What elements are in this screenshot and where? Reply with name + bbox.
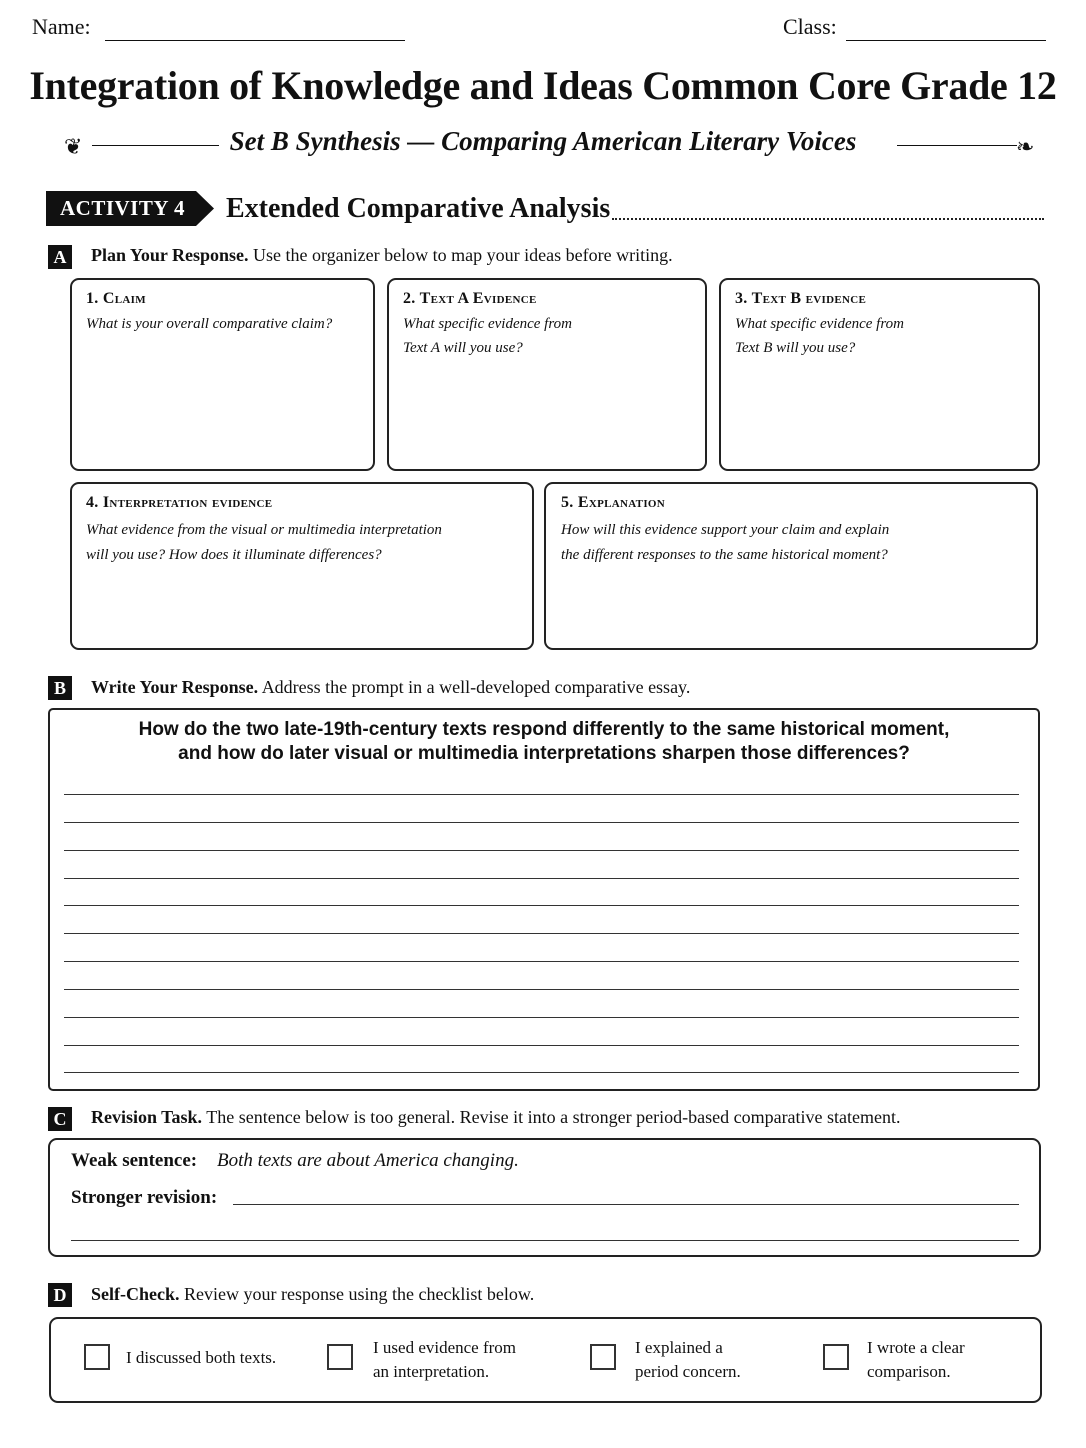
box-desc: How will this evidence support your claim and explain xyxy=(561,522,890,538)
essay-prompt xyxy=(48,718,1040,766)
activity-badge-label: ACTIVITY 4 xyxy=(60,196,185,220)
section-a-heading: Plan Your Response. xyxy=(91,245,249,265)
box-title: 4. Interpretation evidence xyxy=(86,494,273,511)
essay-writing-line[interactable] xyxy=(64,794,1019,795)
checkbox-label-line2: comparison. xyxy=(867,1362,951,1381)
page-subtitle: Set B Synthesis — Comparing American Literary Voices xyxy=(229,126,857,156)
name-field[interactable] xyxy=(105,40,405,41)
section-a-text: Use the organizer below to map your ideas before writing. xyxy=(253,245,673,265)
checkbox-both-texts[interactable] xyxy=(84,1344,110,1370)
organizer-box-explanation[interactable] xyxy=(544,482,1038,650)
class-field[interactable] xyxy=(846,40,1046,41)
essay-writing-line[interactable] xyxy=(64,850,1019,851)
weak-sentence-text: Both texts are about America changing. xyxy=(217,1150,519,1171)
section-d-letter: D xyxy=(48,1283,72,1307)
section-a-instruction xyxy=(91,245,673,266)
checkbox-label xyxy=(867,1336,965,1384)
revision-writing-line[interactable] xyxy=(71,1240,1019,1241)
checkbox-label-line1: I wrote a clear xyxy=(867,1338,965,1357)
section-c-instruction xyxy=(91,1107,901,1128)
box-desc: What evidence from the visual or multimedia interpretation xyxy=(86,522,442,538)
revision-writing-line[interactable] xyxy=(233,1204,1019,1205)
section-b-heading: Write Your Response. xyxy=(91,677,259,697)
activity-title: Extended Comparative Analysis xyxy=(226,193,611,224)
section-d-text: Review your response using the checklist below. xyxy=(184,1284,535,1304)
checkbox-clear-comparison[interactable] xyxy=(823,1344,849,1370)
checkbox-label xyxy=(635,1336,741,1384)
box-title: 3. Text B evidence xyxy=(735,290,867,307)
ornament-left-icon: ❦ xyxy=(64,134,83,159)
section-b-instruction xyxy=(91,677,690,698)
box-desc: What is your overall comparative claim? xyxy=(86,316,333,332)
activity-badge xyxy=(46,191,214,226)
essay-writing-line[interactable] xyxy=(64,822,1019,823)
checkbox-label-line1: I explained a xyxy=(635,1338,723,1357)
essay-prompt-line1: How do the two late-19th-century texts respond differently to the same historical moment, xyxy=(138,719,950,740)
section-b-letter: B xyxy=(48,676,72,700)
checkbox-label-line2: period concern. xyxy=(635,1362,741,1381)
checkbox-label-line1: I used evidence from xyxy=(373,1338,517,1357)
essay-writing-line[interactable] xyxy=(64,1017,1019,1018)
checkbox-interpretation-evidence[interactable] xyxy=(327,1344,353,1370)
section-d-heading: Self-Check. xyxy=(91,1284,180,1304)
box-desc: the different responses to the same historical moment? xyxy=(561,547,888,563)
checkbox-label xyxy=(126,1346,276,1370)
organizer-box-claim[interactable] xyxy=(70,278,375,471)
box-title: 2. Text A Evidence xyxy=(403,290,537,307)
name-label: Name: xyxy=(32,14,91,39)
essay-prompt-line2: and how do later visual or multimedia interpretations sharpen those differences? xyxy=(178,743,910,764)
box-desc: What specific evidence from xyxy=(403,316,572,332)
essay-writing-line[interactable] xyxy=(64,878,1019,879)
essay-writing-line[interactable] xyxy=(64,933,1019,934)
organizer-box-text-a[interactable] xyxy=(387,278,707,471)
class-label: Class: xyxy=(783,14,837,39)
section-c-text: The sentence below is too general. Revise it into a stronger period-based comparative statement. xyxy=(206,1107,901,1127)
essay-writing-line[interactable] xyxy=(64,961,1019,962)
box-desc: Text B will you use? xyxy=(735,340,856,356)
stronger-revision-label: Stronger revision: xyxy=(71,1187,218,1208)
section-d-instruction xyxy=(91,1284,534,1305)
section-c-heading: Revision Task. xyxy=(91,1107,203,1127)
weak-sentence-label: Weak sentence: xyxy=(71,1150,198,1171)
section-c-letter: C xyxy=(48,1107,72,1131)
essay-writing-line[interactable] xyxy=(64,1045,1019,1046)
checkbox-period-concern[interactable] xyxy=(590,1344,616,1370)
box-desc: What specific evidence from xyxy=(735,316,904,332)
essay-writing-line[interactable] xyxy=(64,1072,1019,1073)
subtitle-rule-right xyxy=(897,145,1017,146)
box-title: 1. Claim xyxy=(86,290,146,307)
box-desc: will you use? How does it illuminate differences? xyxy=(86,547,382,563)
box-desc: Text A will you use? xyxy=(403,340,523,356)
checkbox-label-line1: I discussed both texts. xyxy=(126,1348,277,1367)
organizer-box-text-b[interactable] xyxy=(719,278,1040,471)
essay-writing-line[interactable] xyxy=(64,989,1019,990)
page-title: Integration of Knowledge and Ideas Common Core Grade 12 xyxy=(29,63,1057,108)
ornament-right-icon: ❧ xyxy=(1016,134,1035,159)
box-title: 5. Explanation xyxy=(561,494,666,511)
essay-writing-line[interactable] xyxy=(64,905,1019,906)
checkbox-label xyxy=(373,1336,516,1384)
section-b-text: Address the prompt in a well-developed comparative essay. xyxy=(261,677,691,697)
activity-title-leader xyxy=(612,218,1044,220)
checkbox-label-line2: an interpretation. xyxy=(373,1362,490,1381)
section-a-letter: A xyxy=(48,245,72,269)
organizer-box-interpretation[interactable] xyxy=(70,482,534,650)
